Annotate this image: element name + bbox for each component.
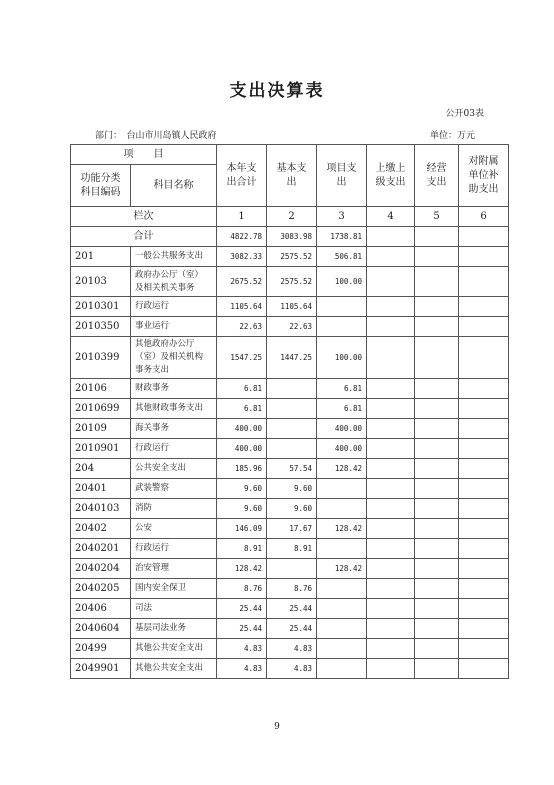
empty-cell	[367, 639, 415, 659]
row-col1: 25.44	[217, 619, 267, 639]
empty-cell	[459, 247, 509, 267]
empty-cell	[367, 459, 415, 479]
column-number: 5	[415, 207, 459, 227]
table-row	[71, 659, 509, 679]
row-col3	[317, 499, 367, 519]
row-col3: 100.00	[317, 337, 367, 379]
empty-cell	[367, 247, 415, 267]
empty-cell	[415, 519, 459, 539]
row-col1: 22.63	[217, 317, 267, 337]
row-col2	[267, 559, 317, 579]
empty-cell	[367, 399, 415, 419]
total-col1: 4822.78	[217, 227, 267, 247]
row-col3	[317, 579, 367, 599]
header-row-1	[71, 145, 509, 165]
row-code: 2010699	[71, 399, 131, 419]
row-col3: 400.00	[317, 439, 367, 459]
row-col2: 2575.52	[267, 247, 317, 267]
row-code: 20103	[71, 267, 131, 297]
table-row	[71, 379, 509, 399]
row-col1: 185.96	[217, 459, 267, 479]
row-col2: 17.67	[267, 519, 317, 539]
empty-cell	[415, 579, 459, 599]
row-name: 消防	[131, 499, 217, 519]
row-col1: 4.83	[217, 659, 267, 679]
empty-cell	[459, 519, 509, 539]
empty-cell	[415, 599, 459, 619]
table-row	[71, 619, 509, 639]
row-code: 2040604	[71, 619, 131, 639]
row-code: 20109	[71, 419, 131, 439]
row-code: 204	[71, 459, 131, 479]
row-col2: 9.60	[267, 499, 317, 519]
row-code: 20406	[71, 599, 131, 619]
row-col3	[317, 539, 367, 559]
empty-cell	[415, 419, 459, 439]
column-number: 2	[267, 207, 317, 227]
row-code: 2010901	[71, 439, 131, 459]
col2-header: 基本支 出	[267, 145, 317, 207]
empty-cell	[415, 539, 459, 559]
empty-cell	[415, 337, 459, 379]
empty-cell	[415, 399, 459, 419]
row-col1: 6.81	[217, 399, 267, 419]
empty-cell	[367, 297, 415, 317]
empty-cell	[459, 499, 509, 519]
total-label: 合计	[71, 227, 217, 247]
row-col3: 128.42	[317, 519, 367, 539]
empty-cell	[415, 317, 459, 337]
row-col3: 6.81	[317, 379, 367, 399]
row-col3: 506.81	[317, 247, 367, 267]
row-name: 其他公共安全支出	[131, 639, 217, 659]
row-col2: 2575.52	[267, 267, 317, 297]
row-name: 治安管理	[131, 559, 217, 579]
row-col2: 22.63	[267, 317, 317, 337]
row-col1: 3082.33	[217, 247, 267, 267]
empty-cell	[367, 479, 415, 499]
row-name: 武装警察	[131, 479, 217, 499]
row-col2: 25.44	[267, 599, 317, 619]
empty-cell	[367, 659, 415, 679]
empty-cell	[459, 337, 509, 379]
table-row	[71, 267, 509, 297]
empty-cell	[459, 379, 509, 399]
column-number: 6	[459, 207, 509, 227]
column-number: 3	[317, 207, 367, 227]
column-number: 4	[367, 207, 415, 227]
row-col3	[317, 639, 367, 659]
row-col3	[317, 659, 367, 679]
row-col1: 400.00	[217, 419, 267, 439]
row-name: 政府办公厅（室） 及相关机关事务	[131, 267, 217, 297]
empty-cell	[459, 539, 509, 559]
empty-cell	[367, 337, 415, 379]
row-code: 2010399	[71, 337, 131, 379]
table-body	[71, 145, 509, 679]
row-name: 行政运行	[131, 439, 217, 459]
total-col2: 3083.98	[267, 227, 317, 247]
page-number: 9	[274, 722, 280, 732]
unit-line	[430, 128, 475, 141]
column-number: 1	[217, 207, 267, 227]
row-col3	[317, 619, 367, 639]
row-col2	[267, 399, 317, 419]
row-col3: 128.42	[317, 559, 367, 579]
row-col1: 8.76	[217, 579, 267, 599]
empty-cell	[367, 439, 415, 459]
row-col1: 1547.25	[217, 337, 267, 379]
row-name: 行政运行	[131, 297, 217, 317]
row-col3: 128.42	[317, 459, 367, 479]
empty-cell	[367, 579, 415, 599]
row-col2	[267, 439, 317, 459]
row-col1: 1105.64	[217, 297, 267, 317]
row-col3: 100.00	[317, 267, 367, 297]
table-row	[71, 499, 509, 519]
empty-cell	[415, 459, 459, 479]
department-line	[95, 128, 217, 141]
row-col2: 4.83	[267, 639, 317, 659]
table-row	[71, 337, 509, 379]
row-name: 其他公共安全支出	[131, 659, 217, 679]
row-col2: 25.44	[267, 619, 317, 639]
col6-header: 对附属 单位补 助支出	[459, 145, 509, 207]
row-col2: 1447.25	[267, 337, 317, 379]
row-col2: 57.54	[267, 459, 317, 479]
empty-cell	[459, 317, 509, 337]
item-header: 项 目	[71, 145, 217, 165]
row-name: 基层司法业务	[131, 619, 217, 639]
empty-cell	[415, 439, 459, 459]
row-code: 2040205	[71, 579, 131, 599]
table-row	[71, 459, 509, 479]
empty-cell	[367, 519, 415, 539]
row-col2: 4.83	[267, 659, 317, 679]
row-col3	[317, 297, 367, 317]
empty-cell	[459, 599, 509, 619]
empty-cell	[459, 439, 509, 459]
row-col2	[267, 419, 317, 439]
empty-cell	[459, 459, 509, 479]
table-row	[71, 559, 509, 579]
row-code: 2010350	[71, 317, 131, 337]
row-code: 2040204	[71, 559, 131, 579]
code-header: 功能分类 科目编码	[71, 165, 131, 207]
empty-cell	[459, 419, 509, 439]
empty-cell	[367, 619, 415, 639]
empty-cell	[415, 659, 459, 679]
row-col3: 400.00	[317, 419, 367, 439]
col3-header: 项目支 出	[317, 145, 367, 207]
empty-cell	[459, 619, 509, 639]
row-code: 2040103	[71, 499, 131, 519]
column-number-label: 栏次	[71, 207, 217, 227]
unit-label: 单位：	[430, 131, 458, 141]
row-col3	[317, 599, 367, 619]
total-row	[71, 227, 509, 247]
row-col2	[267, 379, 317, 399]
row-name: 公安	[131, 519, 217, 539]
row-code: 20401	[71, 479, 131, 499]
column-number-row	[71, 207, 509, 227]
table-row	[71, 519, 509, 539]
empty-cell	[415, 559, 459, 579]
row-name: 行政运行	[131, 539, 217, 559]
empty-cell	[367, 559, 415, 579]
empty-cell	[415, 479, 459, 499]
table-row	[71, 479, 509, 499]
table-row	[71, 579, 509, 599]
empty-cell	[459, 579, 509, 599]
col4-header: 上缴上 级支出	[367, 145, 415, 207]
form-number: 公开03表	[445, 109, 484, 119]
table-row	[71, 297, 509, 317]
empty-cell	[415, 267, 459, 297]
empty-cell	[367, 599, 415, 619]
empty-cell	[367, 227, 415, 247]
page-title: 支出决算表	[229, 81, 325, 101]
table-row	[71, 599, 509, 619]
col5-header: 经营 支出	[415, 145, 459, 207]
row-code: 20402	[71, 519, 131, 539]
row-col1: 6.81	[217, 379, 267, 399]
table-row	[71, 539, 509, 559]
empty-cell	[415, 619, 459, 639]
row-col3	[317, 317, 367, 337]
row-code: 201	[71, 247, 131, 267]
row-name: 司法	[131, 599, 217, 619]
row-col1: 4.83	[217, 639, 267, 659]
name-header: 科目名称	[131, 165, 217, 207]
row-col1: 8.91	[217, 539, 267, 559]
row-col1: 9.60	[217, 479, 267, 499]
row-col2: 8.76	[267, 579, 317, 599]
empty-cell	[415, 247, 459, 267]
row-col3: 6.81	[317, 399, 367, 419]
row-name: 其他财政事务支出	[131, 399, 217, 419]
empty-cell	[459, 479, 509, 499]
row-code: 2010301	[71, 297, 131, 317]
empty-cell	[415, 499, 459, 519]
empty-cell	[415, 379, 459, 399]
row-code: 2040201	[71, 539, 131, 559]
row-col1: 25.44	[217, 599, 267, 619]
table-row	[71, 419, 509, 439]
table-row	[71, 639, 509, 659]
row-col3	[317, 479, 367, 499]
total-col3: 1738.81	[317, 227, 367, 247]
unit-value: 万元	[457, 131, 476, 141]
empty-cell	[367, 379, 415, 399]
row-name: 海关事务	[131, 419, 217, 439]
empty-cell	[459, 559, 509, 579]
table-row	[71, 317, 509, 337]
table-row	[71, 399, 509, 419]
expenditure-table	[70, 144, 509, 679]
empty-cell	[459, 297, 509, 317]
row-col2: 8.91	[267, 539, 317, 559]
department-name: 台山市川岛镇人民政府	[126, 131, 217, 141]
row-col1: 128.42	[217, 559, 267, 579]
row-name: 其他政府办公厅 （室）及相关机构 事务支出	[131, 337, 217, 379]
row-name: 财政事务	[131, 379, 217, 399]
empty-cell	[459, 659, 509, 679]
empty-cell	[459, 227, 509, 247]
empty-cell	[415, 639, 459, 659]
empty-cell	[459, 639, 509, 659]
empty-cell	[459, 399, 509, 419]
row-name: 事业运行	[131, 317, 217, 337]
empty-cell	[367, 499, 415, 519]
row-name: 一般公共服务支出	[131, 247, 217, 267]
department-label: 部门：	[95, 131, 118, 141]
row-code: 20106	[71, 379, 131, 399]
row-name: 国内安全保卫	[131, 579, 217, 599]
table-row	[71, 247, 509, 267]
empty-cell	[367, 419, 415, 439]
row-name: 公共安全支出	[131, 459, 217, 479]
row-col2: 1105.64	[267, 297, 317, 317]
empty-cell	[415, 297, 459, 317]
row-code: 20499	[71, 639, 131, 659]
row-col1: 400.00	[217, 439, 267, 459]
row-col2: 9.60	[267, 479, 317, 499]
row-col1: 2675.52	[217, 267, 267, 297]
row-col1: 9.60	[217, 499, 267, 519]
col1-header: 本年支 出合计	[217, 145, 267, 207]
row-code: 2049901	[71, 659, 131, 679]
row-col1: 146.09	[217, 519, 267, 539]
empty-cell	[367, 539, 415, 559]
table-row	[71, 439, 509, 459]
empty-cell	[415, 227, 459, 247]
empty-cell	[459, 267, 509, 297]
empty-cell	[367, 317, 415, 337]
empty-cell	[367, 267, 415, 297]
